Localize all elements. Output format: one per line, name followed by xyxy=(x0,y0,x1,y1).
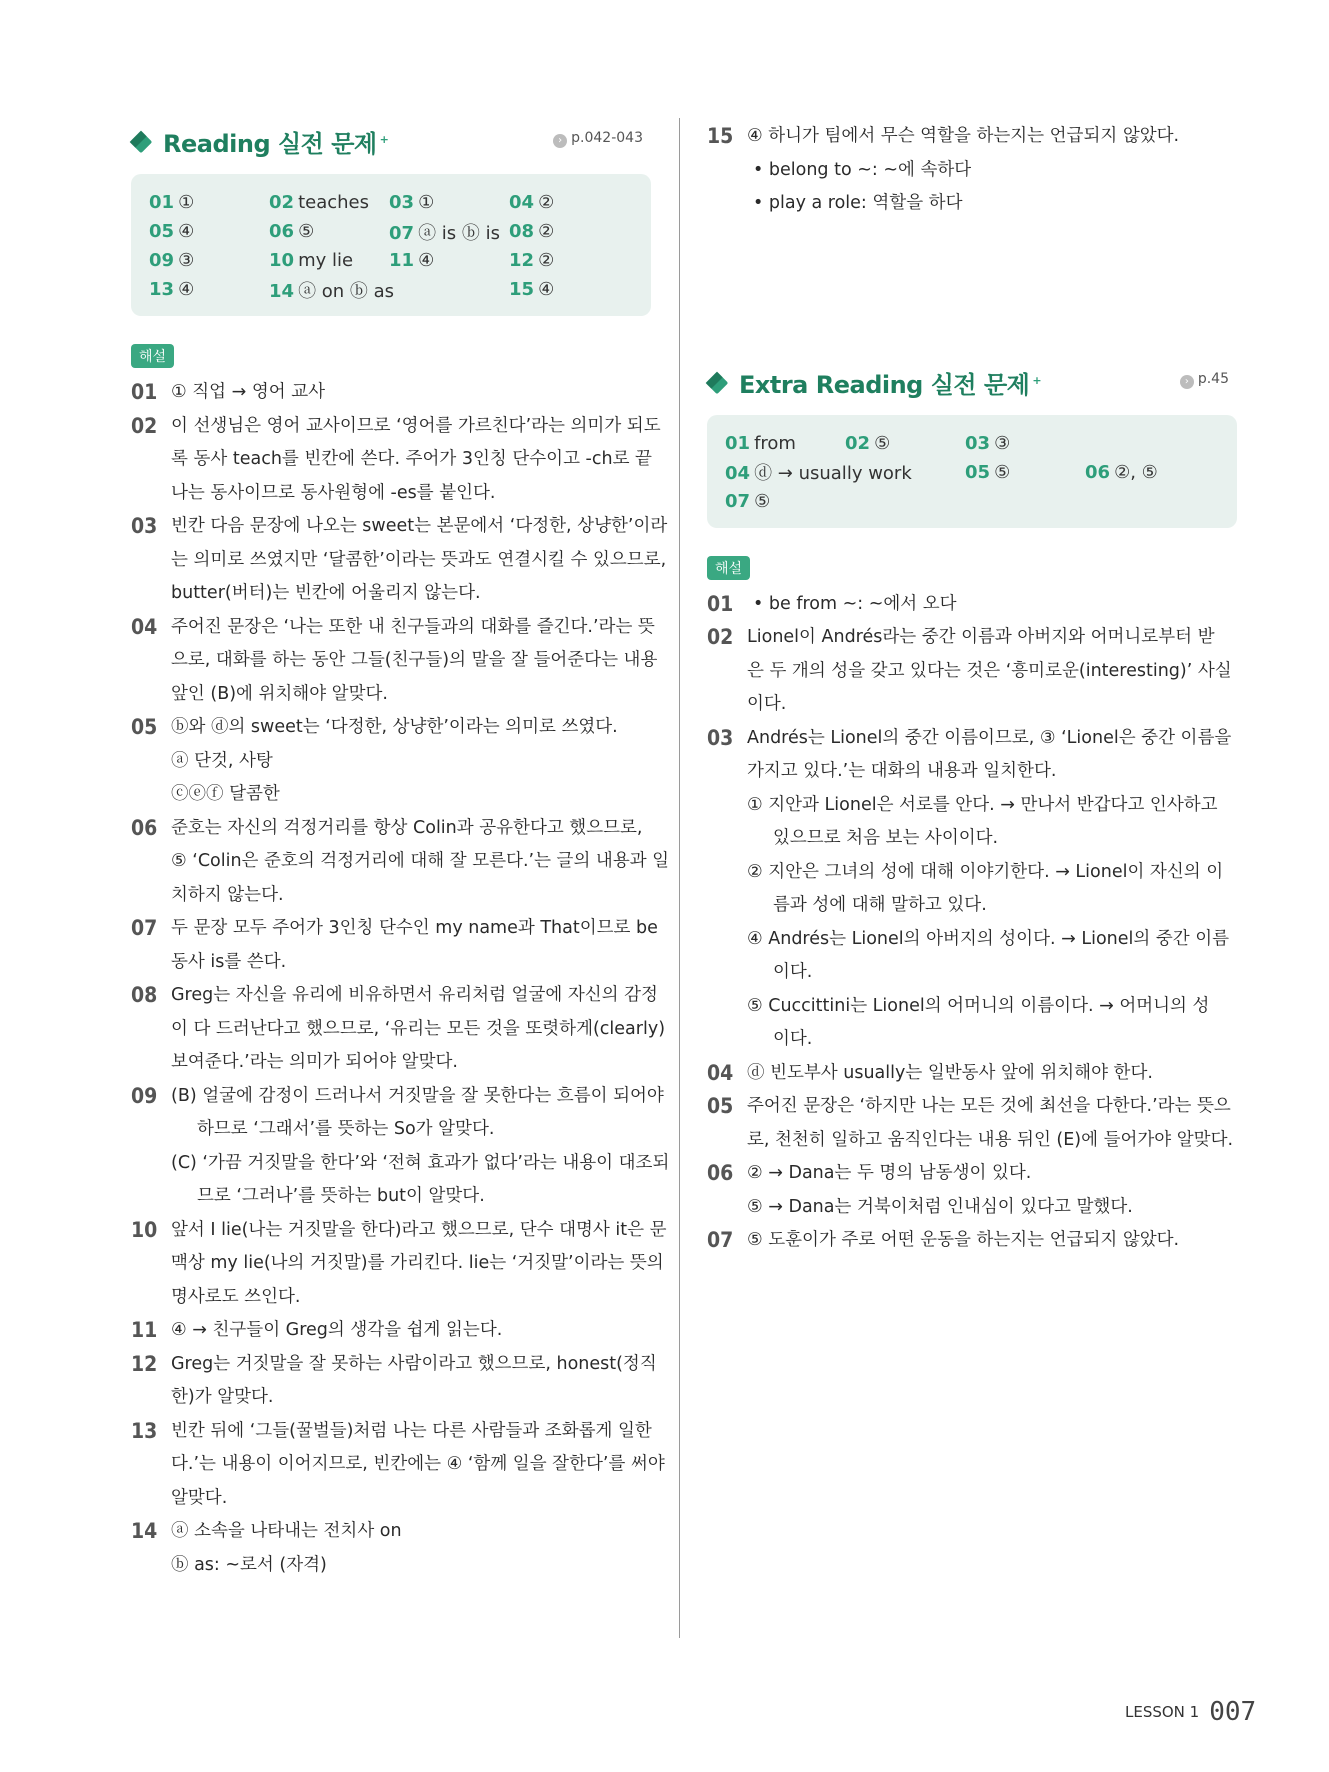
explanation-text xyxy=(747,1224,1237,1258)
answer-cell xyxy=(389,219,509,245)
answer-value: ② xyxy=(538,221,555,242)
answer-cell xyxy=(509,279,629,300)
text-line: 주어진 문장은 ‘나는 또한 내 친구들과의 대화를 즐긴다.’라는 뜻 xyxy=(171,616,655,637)
answer-number: 01 xyxy=(149,192,175,213)
explanation-text xyxy=(171,1314,651,1348)
text-line: • belong to ~: ~에 속하다 xyxy=(753,159,972,180)
explanation-item xyxy=(131,611,658,712)
question-number: 01 xyxy=(707,591,734,616)
text-line: 준호는 자신의 걱정거리를 항상 Colin과 공유한다고 했으므로, xyxy=(171,817,643,838)
explanation-text xyxy=(171,1415,665,1516)
question-number: 02 xyxy=(131,413,158,438)
text-line: ⓐ 단것, 사탕 xyxy=(171,750,273,771)
text-line: 명사로도 쓰인다. xyxy=(171,1286,301,1307)
text-line: 름과 성에 대해 말하고 있다. xyxy=(773,895,987,915)
text-line: 나는 동사이므로 동사원형에 -es를 붙인다. xyxy=(171,482,496,503)
text-line: • be from ~: ~에서 오다 xyxy=(753,593,957,614)
explanation-text xyxy=(747,1090,1237,1157)
explanation-text xyxy=(171,711,651,812)
explanation-text xyxy=(747,1157,1237,1224)
diamond-icon xyxy=(706,371,729,394)
answer-cell xyxy=(845,433,965,454)
text-line: ① 직업 → 영어 교사 xyxy=(171,382,326,402)
answer-row xyxy=(149,217,633,246)
reading-answer-box xyxy=(131,174,651,316)
text-line: ④ → 친구들이 Greg의 생각을 쉽게 읽는다. xyxy=(171,1320,503,1340)
answer-cell xyxy=(965,433,1085,454)
answer-number: 04 xyxy=(725,463,751,484)
answer-value: ⓐ on ⓑ as xyxy=(298,280,395,302)
answer-number: 14 xyxy=(269,280,295,302)
answer-value: teaches xyxy=(298,192,369,213)
reading-title: Reading 실전 문제 + xyxy=(163,130,389,158)
answer-cell xyxy=(509,192,629,213)
explanation-item xyxy=(707,588,1237,622)
column-divider xyxy=(679,118,680,1638)
explanation-text xyxy=(747,621,1237,722)
answer-value: ⑤ xyxy=(298,221,315,242)
answer-cell xyxy=(509,250,629,271)
answer-cell xyxy=(269,221,389,242)
answer-cell xyxy=(149,221,269,242)
reading-explanations xyxy=(131,376,670,1582)
explanation-text xyxy=(171,912,658,979)
explanation-item xyxy=(131,711,651,812)
explanation-item xyxy=(131,1415,665,1516)
answer-number: 05 xyxy=(965,461,991,483)
page-number: 007 xyxy=(1209,1697,1257,1727)
extra-explanations xyxy=(707,588,1237,1258)
text-line: ⑤ ‘Colin은 준호의 걱정거리에 대해 잘 모른다.’는 글의 내용과 일 xyxy=(171,851,670,871)
text-line: (B) 얼굴에 감정이 드러나서 거짓말을 잘 못한다는 흐름이 되어야 xyxy=(171,1085,664,1106)
answer-row xyxy=(149,246,633,275)
question-number: 08 xyxy=(131,983,158,1007)
text-line: 이 선생님은 영어 교사이므로 ‘영어를 가르친다’라는 의미가 되도 xyxy=(171,415,661,436)
text-line: 알맞다. xyxy=(171,1487,228,1508)
answer-number: 03 xyxy=(389,192,415,213)
answer-cell xyxy=(269,250,389,271)
question-number: 05 xyxy=(707,1094,734,1118)
answer-value: ④ xyxy=(418,250,435,271)
answer-cell xyxy=(725,459,912,485)
answer-value: my lie xyxy=(298,250,354,271)
explanation-item xyxy=(131,812,670,913)
answer-value: from xyxy=(754,432,796,454)
text-line: Greg는 자신을 유리에 비유하면서 유리처럼 얼굴에 자신의 감정 xyxy=(171,985,658,1005)
answer-number: 11 xyxy=(389,250,415,271)
text-line: 이다. xyxy=(773,962,813,982)
answer-number: 07 xyxy=(725,490,751,512)
answer-number: 08 xyxy=(509,221,535,242)
question-number: 10 xyxy=(131,1217,158,1242)
text-line: ⓑ as: ~로서 (자격) xyxy=(171,1554,327,1575)
answer-number: 02 xyxy=(845,432,871,454)
answer-number: 06 xyxy=(269,221,295,242)
explanation-text xyxy=(171,812,669,913)
text-line: 있으므로 처음 보는 사이이다. xyxy=(773,828,999,848)
answer-value: ⓐ is ⓑ is xyxy=(418,222,500,244)
text-line: 이다. xyxy=(747,694,787,714)
explanation-text xyxy=(747,120,1237,221)
diamond-icon xyxy=(130,131,153,154)
question-number: 05 xyxy=(131,715,158,739)
answer-value: ⑤ xyxy=(994,461,1011,483)
explanation-text xyxy=(171,1515,651,1582)
answer-number: 05 xyxy=(149,221,175,242)
question-15 xyxy=(707,120,1237,221)
text-line: 하므로 ‘그래서’를 뜻하는 So가 알맞다. xyxy=(197,1119,495,1139)
answer-number: 13 xyxy=(149,279,175,300)
answer-number: 01 xyxy=(725,432,751,454)
explanation-item xyxy=(707,120,1237,221)
explanation-item xyxy=(131,1214,667,1315)
question-number: 13 xyxy=(131,1418,158,1443)
question-number: 04 xyxy=(707,1060,734,1085)
text-line: 두 문장 모두 주어가 3인칭 단수인 my name과 That이므로 be xyxy=(171,918,658,938)
page-footer xyxy=(1125,1697,1256,1727)
answer-row xyxy=(149,275,633,304)
explanation-item xyxy=(131,912,658,979)
explanation-item xyxy=(707,1090,1237,1157)
answer-number: 03 xyxy=(965,432,991,454)
question-number: 06 xyxy=(707,1161,734,1185)
answer-cell xyxy=(149,250,269,271)
answer-cell xyxy=(389,250,509,271)
question-number: 07 xyxy=(131,916,158,940)
text-line: ② 지안은 그녀의 성에 대해 이야기한다. → Lionel이 자신의 이 xyxy=(747,861,1224,882)
text-line: 보여준다.’라는 의미가 되어야 알맞다. xyxy=(171,1052,458,1072)
text-line: 앞서 I lie(나는 거짓말을 한다)라고 했으므로, 단수 대명사 it은 문 xyxy=(171,1219,667,1240)
question-number: 09 xyxy=(131,1083,158,1108)
explanation-item xyxy=(131,410,661,511)
explanation-item xyxy=(707,1224,1237,1258)
explanation-item xyxy=(131,1080,670,1214)
page-reference: › p.45 xyxy=(1180,371,1229,389)
text-line: ④ 하니가 팀에서 무슨 역할을 하는지는 언급되지 않았다. xyxy=(747,126,1180,146)
text-line: 이 다 드러난다고 했으므로, ‘유리는 모든 것을 또렷하게(clearly) xyxy=(171,1018,666,1039)
right-column xyxy=(707,120,1237,1258)
explanation-label: 해설 xyxy=(131,344,174,368)
explanation-label: 해설 xyxy=(707,556,750,580)
answer-value: ③ xyxy=(178,250,195,271)
text-line: butter(버터)는 빈칸에 어울리지 않는다. xyxy=(171,583,481,603)
answer-cell xyxy=(725,433,845,454)
text-line: (C) ‘가끔 거짓말을 한다’와 ‘전혀 효과가 없다’라는 내용이 대조되 xyxy=(171,1152,670,1173)
answer-value: ⑤ xyxy=(754,490,771,512)
question-number: 07 xyxy=(707,1228,734,1252)
extra-title: Extra Reading 실전 문제 + xyxy=(739,370,1042,399)
arrow-right-icon: › xyxy=(1180,375,1194,389)
question-number: 04 xyxy=(131,614,158,639)
text-line: 는 의미로 쓰였지만 ‘달콤한’이라는 뜻과도 연결시킬 수 있으므로, xyxy=(171,549,667,570)
explanation-text xyxy=(171,376,651,410)
answer-row xyxy=(725,429,1219,458)
text-line: • play a role: 역할을 하다 xyxy=(753,193,963,213)
question-number: 06 xyxy=(131,815,158,840)
text-line: ① 지안과 Lionel은 서로를 안다. → 만나서 반갑다고 인사하고 xyxy=(747,794,1218,815)
text-line: ⓐ 소속을 나타내는 전치사 on xyxy=(171,1521,402,1541)
text-line: 맥상 my lie(나의 거짓말)를 가리킨다. lie는 ‘거짓말’이라는 뜻의 xyxy=(171,1253,664,1273)
answer-value: ② xyxy=(538,250,555,271)
answer-cell xyxy=(269,192,389,213)
explanation-item xyxy=(131,376,651,410)
text-line: ⑤ 도훈이가 주로 어떤 운동을 하는지는 언급되지 않았다. xyxy=(747,1230,1180,1250)
question-number: 03 xyxy=(707,725,734,750)
question-number: 14 xyxy=(131,1519,158,1543)
text-line: ⑤ Cuccittini는 Lionel의 어머니의 이름이다. → 어머니의 성 xyxy=(747,995,1210,1016)
answer-value: ④ xyxy=(538,279,555,300)
text-line: 빈칸 뒤에 ‘그들(꿀벌들)처럼 나는 다른 사람들과 조화롭게 일한 xyxy=(171,1420,652,1441)
explanation-item xyxy=(131,1515,651,1582)
text-line: ② → Dana는 두 명의 남동생이 있다. xyxy=(747,1163,1032,1183)
extra-header xyxy=(707,361,1237,403)
text-line: ⑤ → Dana는 거북이처럼 인내심이 있다고 말했다. xyxy=(747,1196,1133,1217)
text-line: 주어진 문장은 ‘하지만 나는 모든 것에 최선을 다한다.’라는 뜻으 xyxy=(747,1096,1231,1116)
text-line: Lionel이 Andrés라는 중간 이름과 아버지와 어머니로부터 받 xyxy=(747,627,1215,647)
text-line: ⓒⓔⓕ 달콤한 xyxy=(171,784,280,804)
answer-value: ② xyxy=(538,192,555,213)
answer-value: ④ xyxy=(178,279,195,300)
explanation-text xyxy=(171,979,665,1080)
explanation-item xyxy=(131,979,666,1080)
text-line: 치하지 않는다. xyxy=(171,884,284,905)
answer-cell xyxy=(149,192,269,213)
answer-value: ③ xyxy=(994,432,1011,454)
explanation-text xyxy=(747,722,1237,1057)
question-number: 01 xyxy=(131,380,158,404)
answer-number: 02 xyxy=(269,192,295,213)
text-line: 다.’는 내용이 이어지므로, 빈칸에는 ④ ‘함께 일을 잘한다’를 써야 xyxy=(171,1454,665,1474)
question-number: 03 xyxy=(131,514,158,538)
answer-row xyxy=(725,487,1219,516)
answer-value: ②, ⑤ xyxy=(1114,461,1158,483)
answer-number: 07 xyxy=(389,222,415,244)
answer-number: 10 xyxy=(269,250,295,271)
explanation-text xyxy=(171,1348,657,1415)
extra-answer-box xyxy=(707,415,1237,528)
text-line: ⓑ와 ⓓ의 sweet는 ‘다정한, 상냥한’이라는 의미로 쓰였다. xyxy=(171,717,618,737)
explanation-text xyxy=(171,510,667,611)
arrow-right-icon: › xyxy=(553,134,567,148)
text-line: 므로 ‘그러나’를 뜻하는 but이 알맞다. xyxy=(197,1186,485,1206)
explanation-item xyxy=(131,1314,651,1348)
answer-cell xyxy=(725,491,845,512)
text-line: 앞인 (B)에 위치해야 알맞다. xyxy=(171,683,388,704)
answer-cell xyxy=(389,192,509,213)
explanation-text xyxy=(171,1214,666,1315)
explanation-item xyxy=(131,1348,657,1415)
text-line: 은 두 개의 성을 갖고 있다는 것은 ‘흥미로운(interesting)’ 사실 xyxy=(747,660,1232,681)
explanation-text xyxy=(747,1057,1237,1091)
answer-number: 12 xyxy=(509,250,535,271)
explanation-text xyxy=(171,611,657,712)
page-reference: › p.042-043 xyxy=(553,130,643,148)
text-line: Andrés는 Lionel의 중간 이름이므로, ③ ‘Lionel은 중간 이름을 xyxy=(747,727,1232,748)
explanation-item xyxy=(707,722,1237,1057)
text-line: 가지고 있다.’는 대화의 내용과 일치한다. xyxy=(747,761,1057,781)
answer-number: 06 xyxy=(1085,461,1111,483)
text-line: 로, 천천히 일하고 움직인다는 내용 뒤인 (E)에 들어가야 알맞다. xyxy=(747,1129,1234,1150)
explanation-item xyxy=(707,1157,1237,1224)
answer-value: ⑤ xyxy=(874,432,891,454)
answer-number: 15 xyxy=(509,279,535,300)
explanation-item xyxy=(131,510,668,611)
answer-number: 09 xyxy=(149,250,175,271)
question-number: 11 xyxy=(131,1318,158,1342)
answer-value: ⓓ → usually work xyxy=(754,463,912,484)
answer-cell xyxy=(269,277,395,303)
question-number: 15 xyxy=(707,124,734,148)
lesson-label: LESSON 1 xyxy=(1125,1703,1200,1721)
explanation-text xyxy=(171,1080,669,1214)
question-number: 12 xyxy=(131,1351,158,1376)
explanation-text xyxy=(747,588,1237,622)
text-line: 으로, 대화를 하는 동안 그들(친구들)의 말을 잘 들어준다는 내용 xyxy=(171,650,658,670)
answer-value: ④ xyxy=(178,221,195,242)
text-line: 빈칸 다음 문장에 나오는 sweet는 본문에서 ‘다정한, 상냥한’이라 xyxy=(171,516,668,536)
text-line: ④ Andrés는 Lionel의 아버지의 성이다. → Lionel의 중간 이름 xyxy=(747,928,1230,949)
explanation-item xyxy=(707,1057,1237,1091)
text-line: ⓓ 빈도부사 usually는 일반동사 앞에 위치해야 한다. xyxy=(747,1062,1153,1083)
answer-row xyxy=(725,458,1219,487)
text-line: 록 동사 teach를 빈칸에 쓴다. 주어가 3인칭 단수이고 -ch로 끝 xyxy=(171,449,652,469)
text-line: Greg는 거짓말을 잘 못하는 사람이라고 했으므로, honest(정직 xyxy=(171,1353,657,1374)
question-number: 02 xyxy=(707,625,734,649)
explanation-text xyxy=(171,410,661,511)
answer-cell xyxy=(965,462,1085,483)
answer-value: ① xyxy=(418,192,435,213)
answer-value: ① xyxy=(178,192,195,213)
reading-header xyxy=(131,120,651,162)
text-line: 동사 is를 쓴다. xyxy=(171,951,287,972)
reading-section xyxy=(131,120,670,1582)
explanation-item xyxy=(707,621,1237,722)
answer-number: 04 xyxy=(509,192,535,213)
answer-cell xyxy=(509,221,629,242)
answer-cell xyxy=(1085,462,1205,483)
text-line: 한)가 알맞다. xyxy=(171,1387,274,1407)
answer-row xyxy=(149,188,633,217)
answer-cell xyxy=(149,279,269,300)
text-line: 이다. xyxy=(773,1029,813,1049)
